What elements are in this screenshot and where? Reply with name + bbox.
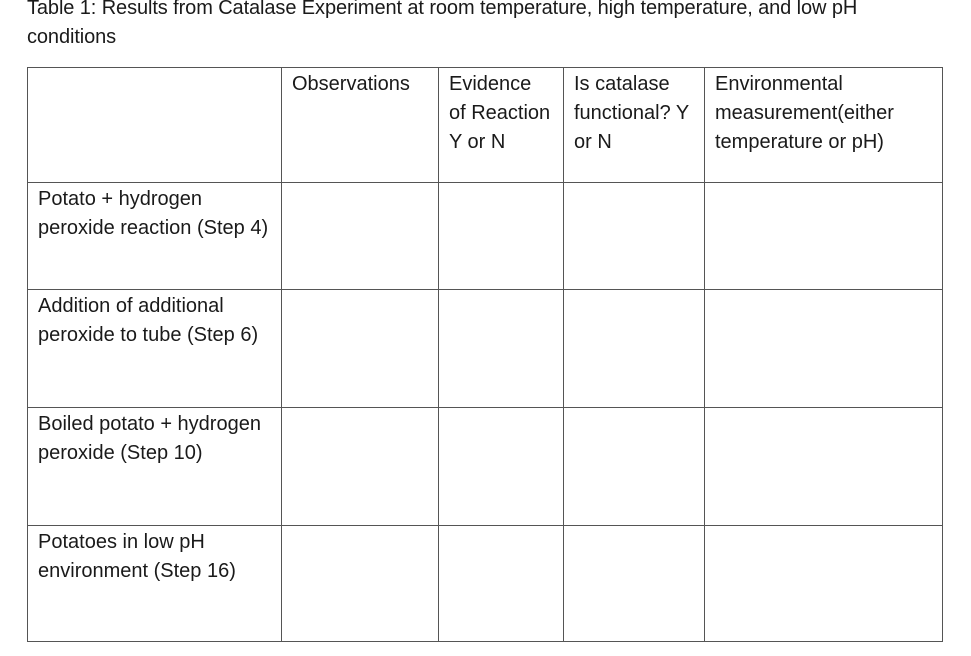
caption-line-1: Table 1: Results from Catalase Experiment at room temperature, high temperature, and low pH — [27, 0, 858, 19]
functional-cell[interactable] — [564, 290, 705, 408]
observations-cell[interactable] — [282, 290, 439, 408]
header-row — [28, 68, 943, 183]
table-caption — [27, 0, 957, 52]
evidence-cell[interactable] — [439, 526, 564, 642]
results-table — [27, 67, 943, 642]
row-label: Addition of additional peroxide to tube (Step 6) — [28, 290, 282, 408]
row-label: Potatoes in low pH environment (Step 16) — [28, 526, 282, 642]
header-corner-cell — [28, 68, 282, 183]
evidence-cell[interactable] — [439, 408, 564, 526]
row-label: Potato + hydrogen peroxide reaction (Step 4) — [28, 183, 282, 290]
observations-cell[interactable] — [282, 408, 439, 526]
functional-cell[interactable] — [564, 526, 705, 642]
observations-cell[interactable] — [282, 183, 439, 290]
environment-cell[interactable] — [705, 408, 943, 526]
header-environmental-measurement: Environmental measurement(either temperature or pH) — [705, 68, 943, 183]
observations-cell[interactable] — [282, 526, 439, 642]
environment-cell[interactable] — [705, 183, 943, 290]
table-row — [28, 183, 943, 290]
row-label: Boiled potato + hydrogen peroxide (Step 10) — [28, 408, 282, 526]
table-row — [28, 290, 943, 408]
environment-cell[interactable] — [705, 290, 943, 408]
caption-line-2: conditions — [27, 26, 117, 48]
header-evidence-of-reaction: Evidence of Reaction Y or N — [439, 68, 564, 183]
evidence-cell[interactable] — [439, 290, 564, 408]
functional-cell[interactable] — [564, 183, 705, 290]
header-catalase-functional: Is catalase functional? Y or N — [564, 68, 705, 183]
header-observations: Observations — [282, 68, 439, 183]
evidence-cell[interactable] — [439, 183, 564, 290]
table-row — [28, 526, 943, 642]
table-row — [28, 408, 943, 526]
environment-cell[interactable] — [705, 526, 943, 642]
functional-cell[interactable] — [564, 408, 705, 526]
